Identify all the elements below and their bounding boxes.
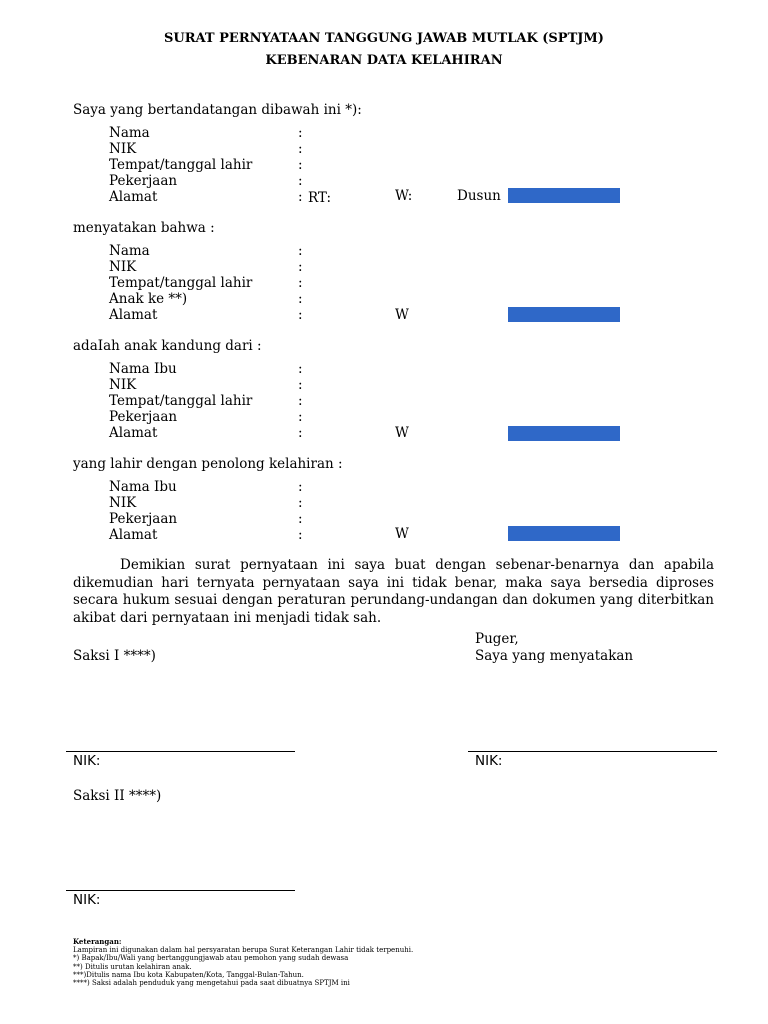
field-colon: : bbox=[298, 243, 303, 259]
witness2-nik: NIK: bbox=[73, 892, 101, 908]
section2-intro: menyatakan bahwa : bbox=[73, 220, 215, 236]
note-line: **) Ditulis urutan kelahiran anak. bbox=[73, 962, 192, 971]
witness1-label: Saksi I ****) bbox=[73, 648, 156, 664]
field-label: Alamat bbox=[109, 189, 158, 205]
field-label: Pekerjaan bbox=[109, 409, 178, 425]
field-label: NIK bbox=[109, 495, 137, 511]
highlight-box bbox=[508, 526, 620, 541]
declarant-label: Saya yang menyatakan bbox=[475, 648, 634, 664]
field-colon: : bbox=[298, 425, 303, 441]
field-label: Pekerjaan bbox=[109, 173, 178, 189]
signature-place: Puger, bbox=[475, 631, 519, 647]
field-label: Tempat/tanggal lahir bbox=[109, 393, 253, 409]
field-colon: : bbox=[298, 511, 303, 527]
field-label: Alamat bbox=[109, 307, 158, 323]
rw-label: W bbox=[395, 526, 409, 542]
declarant-nik: NIK: bbox=[475, 753, 503, 769]
rw-label: W bbox=[395, 425, 409, 441]
field-label: NIK bbox=[109, 377, 137, 393]
field-colon: : bbox=[298, 259, 303, 275]
field-label: NIK bbox=[109, 259, 137, 275]
field-label: Tempat/tanggal lahir bbox=[109, 157, 253, 173]
notes-block bbox=[73, 938, 413, 987]
field-label: Alamat bbox=[109, 527, 158, 543]
note-line: Lampiran ini digunakan dalam hal persyaratan berupa Surat Keterangan Lahir tidak terpenuhi. bbox=[73, 946, 414, 955]
rt-label: RT: bbox=[308, 190, 331, 206]
declarant-signature-line bbox=[468, 751, 717, 752]
section4-intro: yang lahir dengan penolong kelahiran : bbox=[73, 456, 343, 472]
field-colon: : bbox=[298, 157, 303, 173]
document-subtitle: KEBENARAN DATA KELAHIRAN bbox=[265, 53, 503, 68]
field-colon: : bbox=[298, 409, 303, 425]
note-line: *) Bapak/Ibu/Wali yang bertanggungjawab atau pemohon yang sudah dewasa bbox=[73, 954, 349, 963]
field-colon: : bbox=[298, 275, 303, 291]
highlight-box bbox=[508, 307, 620, 322]
field-label: Nama bbox=[109, 125, 150, 141]
field-colon: : bbox=[298, 189, 303, 205]
witness1-signature-line bbox=[66, 751, 295, 752]
field-colon: : bbox=[298, 125, 303, 141]
field-label: Tempat/tanggal lahir bbox=[109, 275, 253, 291]
field-colon: : bbox=[298, 377, 303, 393]
highlight-box bbox=[508, 426, 620, 441]
field-colon: : bbox=[298, 173, 303, 189]
notes-heading: Keterangan: bbox=[73, 937, 122, 946]
witness2-label: Saksi II ****) bbox=[73, 788, 162, 804]
field-label: NIK bbox=[109, 141, 137, 157]
field-label: Nama Ibu bbox=[109, 361, 177, 377]
field-colon: : bbox=[298, 307, 303, 323]
field-colon: : bbox=[298, 291, 303, 307]
field-label: Anak ke **) bbox=[109, 291, 188, 307]
rw-label: W: bbox=[395, 188, 413, 204]
highlight-box bbox=[508, 188, 620, 203]
statement-paragraph: Demikian surat pernyataan ini saya buat dengan sebenar-benarnya dan apabila dikemudian hari ternyata pernyataan saya ini tidak benar, maka saya bersedia diproses secara hukum sesuai dengan peraturan perundang-undangan dan dokumen yang diterbitkan akibat dari pernyataan ini menjadi tidak sah. bbox=[73, 557, 714, 626]
field-colon: : bbox=[298, 527, 303, 543]
field-colon: : bbox=[298, 495, 303, 511]
field-label: Pekerjaan bbox=[109, 511, 178, 527]
note-line: ***)Ditulis nama Ibu kota Kabupaten/Kota, Tanggal-Bulan-Tahun. bbox=[73, 970, 304, 979]
rw-label: W bbox=[395, 307, 409, 323]
witness1-nik: NIK: bbox=[73, 753, 101, 769]
field-label: Alamat bbox=[109, 425, 158, 441]
document-title: SURAT PERNYATAAN TANGGUNG JAWAB MUTLAK (SPTJM) bbox=[164, 31, 604, 46]
field-colon: : bbox=[298, 393, 303, 409]
field-label: Nama Ibu bbox=[109, 479, 177, 495]
witness2-signature-line bbox=[66, 890, 295, 891]
note-line: ****) Saksi adalah penduduk yang mengetahui pada saat dibuatnya SPTJM ini bbox=[73, 979, 350, 988]
section3-intro: adaIah anak kandung dari : bbox=[73, 338, 262, 354]
field-colon: : bbox=[298, 479, 303, 495]
field-colon: : bbox=[298, 361, 303, 377]
field-colon: : bbox=[298, 141, 303, 157]
field-label: Nama bbox=[109, 243, 150, 259]
dusun-label: Dusun bbox=[457, 188, 501, 204]
section1-intro: Saya yang bertandatangan dibawah ini *): bbox=[73, 102, 362, 118]
